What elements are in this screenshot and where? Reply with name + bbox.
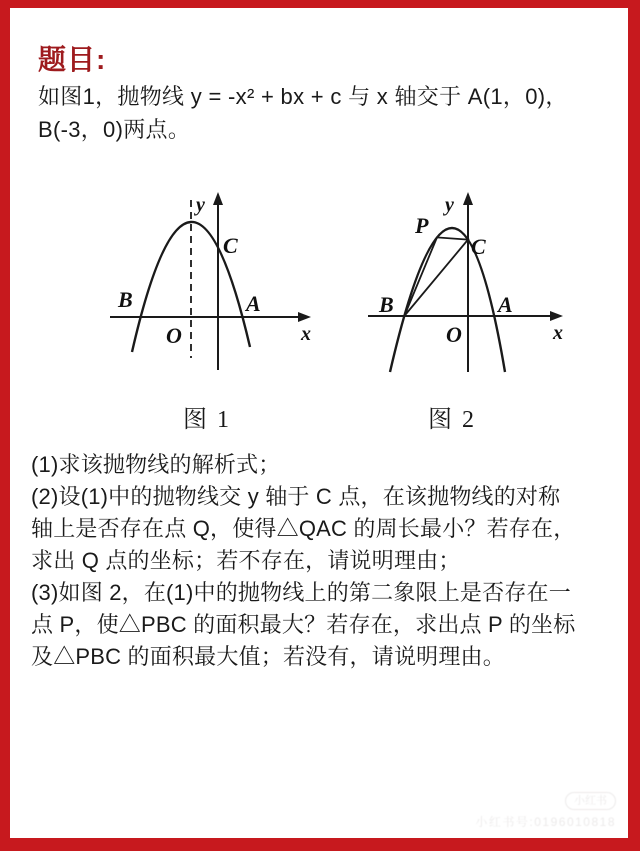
question-3-line-1: (3)如图 2，在(1)中的抛物线上的第二象限上是否存在一 (31, 580, 571, 605)
question-3-line-3: 及△PBC 的面积最大值；若没有，请说明理由。 (31, 644, 505, 669)
fig2-label-o: O (446, 322, 462, 347)
problem-title: 题目: (38, 44, 107, 75)
problem-statement-line-2: B(-3，0)两点。 (38, 117, 191, 142)
fig2-label-a: A (498, 292, 513, 317)
fig1-label-a: A (246, 291, 261, 316)
watermark (475, 791, 616, 830)
figure-1-graph (100, 185, 330, 435)
question-1-line: (1)求该抛物线的解析式； (31, 452, 281, 477)
fig2-triangle-pbc (404, 237, 468, 316)
fig2-label-b: B (379, 292, 394, 317)
fig1-label-b: B (118, 287, 133, 312)
fig1-y-axis-arrow-icon (213, 192, 223, 205)
question-3-line-2: 点 P，使△PBC 的面积最大？若存在，求出点 P 的坐标 (31, 612, 576, 637)
fig1-label-c: C (223, 233, 238, 258)
fig1-label-x-axis: x (301, 323, 311, 345)
question-2-line-3: 求出 Q 点的坐标；若不存在，请说明理由； (31, 548, 461, 573)
problem-statement-line-1: 如图1，抛物线 y = -x² + bx + c 与 x 轴交于 A(1，0)， (38, 84, 568, 109)
watermark-badge: 小红书 (565, 792, 616, 810)
question-2-line-2: 轴上是否存在点 Q，使得△QAC 的周长最小？若存在， (31, 516, 576, 541)
fig2-label-c: C (471, 234, 486, 259)
fig1-label-o: O (166, 323, 182, 348)
figure-2-graph (360, 185, 585, 435)
watermark-id: 小红书号:0196010818 (475, 815, 616, 829)
fig2-label-x-axis: x (553, 322, 563, 344)
fig1-caption: 图 1 (183, 407, 231, 433)
fig2-y-axis-arrow-icon (463, 192, 473, 205)
fig2-parabola-curve (390, 228, 505, 372)
question-2-line-1: (2)设(1)中的抛物线交 y 轴于 C 点，在该抛物线的对称 (31, 484, 561, 509)
fig2-label-p: P (415, 213, 429, 238)
fig1-x-axis-arrow-icon (298, 312, 311, 322)
fig2-x-axis-arrow-icon (550, 311, 563, 321)
fig1-label-y-axis: y (196, 194, 205, 216)
fig2-label-y-axis: y (445, 194, 454, 216)
fig2-caption: 图 2 (428, 407, 476, 433)
